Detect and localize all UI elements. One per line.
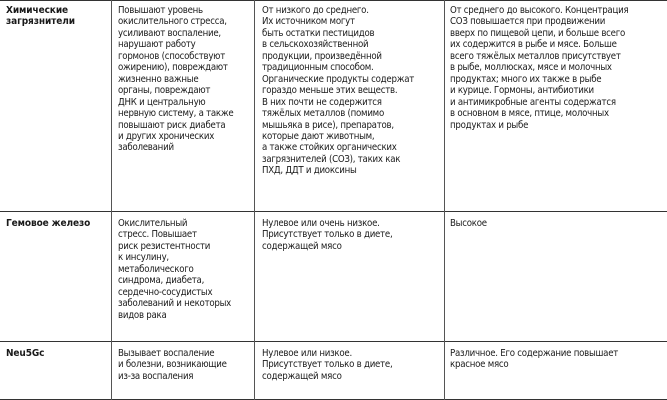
health-effect-cell: Окислительный стресс. Повышает риск резистентности к инсулину, метаболического синдрома, диабета, сердечно-сосудистых заболеваний и некоторых видов рака — [118, 218, 232, 321]
row-divider — [0, 211, 667, 212]
factor-heme-iron: Гемовое железо — [6, 218, 91, 229]
animal-diet-level-cell: Высокое — [450, 218, 487, 229]
plant-diet-level-cell: От низкого до среднего. Их источником могут быть остатки пестицидов в сельскохозяйственной продукции, произведённой традиционным способом. Органические продукты содержат гораздо меньше этих веществ. В них почти не содержится тяжёлых металлов (помимо мышьяка в рисе), препаратов, которые дают животным, а также стойких органических загрязнителей (СОЗ), таких как ПХД, ДДТ и диоксины — [262, 5, 415, 177]
column-divider — [444, 0, 445, 400]
plant-diet-level-cell: Нулевое или очень низкое. Присутствует только в диете, содержащей мясо — [262, 218, 393, 252]
column-divider — [111, 0, 112, 400]
animal-diet-level-cell: От среднего до высокого. Концентрация СОЗ повышается при продвижении вверх по пищевой цепи, и больше всего их содержится в рыбе и мясе. Больше всего тяжёлых металлов присутствует в рыбе, моллюсках, мясе и молочных продуктах; много их также в рыбе и курице. Гормоны, антибиотики и антимикробные агенты содержатся в основном в мясе, птице, молочных продуктах и рыбе — [450, 5, 629, 131]
health-effect-cell: Вызывает воспаление и болезни, возникающие из-за воспаления — [118, 348, 227, 382]
plant-diet-level-cell: Нулевое или низкое. Присутствует только в диете, содержащей мясо — [262, 348, 393, 382]
row-divider — [0, 341, 667, 342]
factor-neu5gc: Neu5Gc — [6, 348, 45, 359]
column-divider — [254, 0, 255, 400]
health-effect-cell: Повышают уровень окислительного стресса, усиливают воспаление, нарушают работу гормонов (способствуют ожирению), повреждают жизненно важные органы, повреждают ДНК и центральную нервную систему, а также повышают риск диабета и других хронических заболеваний — [118, 5, 234, 154]
factor-chemical-pollutants: Химические загрязнители — [6, 5, 75, 28]
table-top-rule — [0, 0, 667, 1]
animal-diet-level-cell: Различное. Его содержание повышает красное мясо — [450, 348, 619, 371]
